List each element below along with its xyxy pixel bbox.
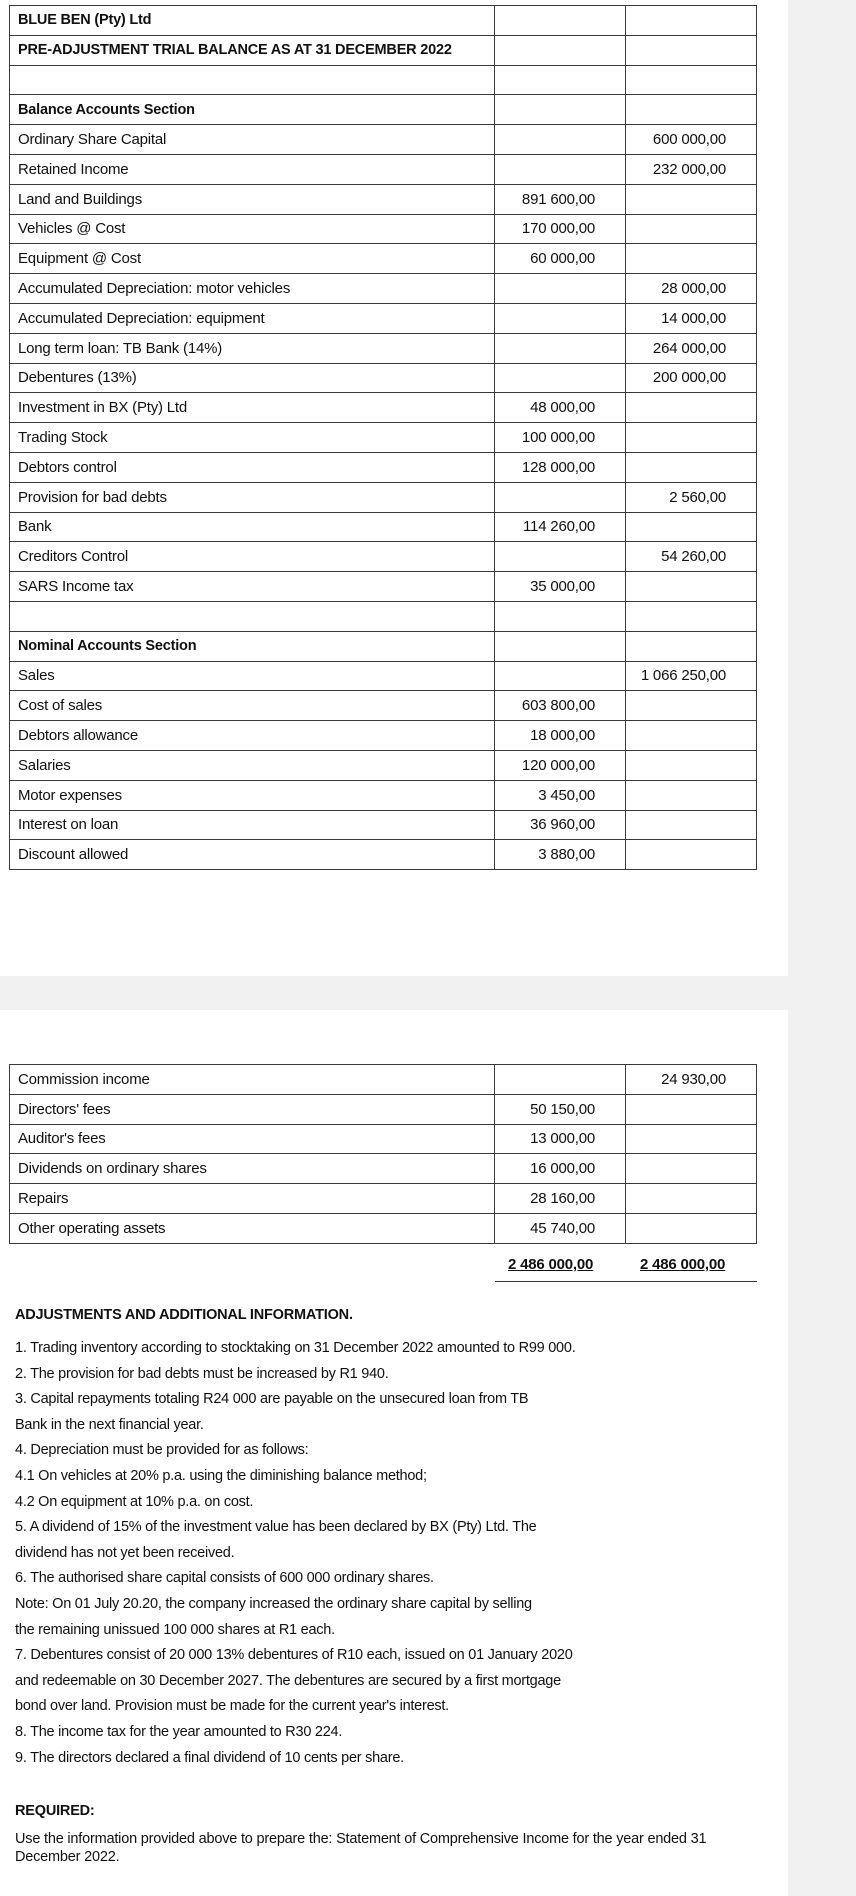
debit-cell <box>495 125 626 155</box>
table-row <box>10 274 757 304</box>
account-name-cell: Equipment @ Cost <box>10 244 495 274</box>
debit-cell: 16 000,00 <box>495 1154 626 1184</box>
adjustment-line: Bank in the next financial year. <box>15 1416 204 1433</box>
table-row <box>10 1124 757 1154</box>
adjustment-line: bond over land. Provision must be made for the current year's interest. <box>15 1698 449 1715</box>
debit-cell <box>495 6 626 36</box>
adjustment-line: 2. The provision for bad debts must be increased by R1 940. <box>15 1365 389 1382</box>
adjustments-heading: ADJUSTMENTS AND ADDITIONAL INFORMATION. <box>15 1307 353 1323</box>
credit-cell: 28 000,00 <box>626 274 757 304</box>
account-name-cell: Ordinary Share Capital <box>10 125 495 155</box>
debit-cell: 45 740,00 <box>495 1213 626 1243</box>
table-row <box>10 154 757 184</box>
table-row <box>10 244 757 274</box>
account-name-cell: Long term loan: TB Bank (14%) <box>10 333 495 363</box>
debit-cell: 3 880,00 <box>495 840 626 870</box>
table-row <box>10 1184 757 1214</box>
account-name-cell: Land and Buildings <box>10 184 495 214</box>
credit-cell: 600 000,00 <box>626 125 757 155</box>
credit-cell: 1 066 250,00 <box>626 661 757 691</box>
table-row <box>10 512 757 542</box>
account-name-cell: Bank <box>10 512 495 542</box>
debit-cell <box>495 363 626 393</box>
credit-cell <box>626 780 757 810</box>
debit-cell: 170 000,00 <box>495 214 626 244</box>
account-name-cell: Salaries <box>10 750 495 780</box>
credit-cell: 264 000,00 <box>626 333 757 363</box>
adjustment-line: Note: On 01 July 20.20, the company increased the ordinary share capital by selling <box>15 1595 532 1612</box>
total-debit: 2 486 000,00 <box>508 1256 594 1273</box>
required-heading: REQUIRED: <box>15 1803 95 1819</box>
adjustment-line: 9. The directors declared a final dividend of 10 cents per share. <box>15 1749 404 1766</box>
account-name-cell: Sales <box>10 661 495 691</box>
table-row <box>10 840 757 870</box>
table-row <box>10 363 757 393</box>
table-row <box>10 1065 757 1095</box>
credit-cell <box>626 35 757 65</box>
account-name-cell: Accumulated Depreciation: equipment <box>10 303 495 333</box>
credit-cell: 232 000,00 <box>626 154 757 184</box>
credit-cell: 24 930,00 <box>626 1065 757 1095</box>
adjustment-line: 4.1 On vehicles at 20% p.a. using the diminishing balance method; <box>15 1467 427 1484</box>
credit-cell: 2 560,00 <box>626 482 757 512</box>
account-name-cell: SARS Income tax <box>10 572 495 602</box>
account-name-cell: BLUE BEN (Pty) Ltd <box>10 6 495 36</box>
debit-cell <box>495 154 626 184</box>
account-name-cell <box>10 601 495 631</box>
adjustment-line: the remaining unissued 100 000 shares at R1 each. <box>15 1621 335 1638</box>
table-row <box>10 303 757 333</box>
table-row <box>10 125 757 155</box>
table-row <box>10 750 757 780</box>
trial-balance-table <box>9 5 757 870</box>
debit-cell: 120 000,00 <box>495 750 626 780</box>
debit-cell <box>495 303 626 333</box>
adjustment-line: 4.2 On equipment at 10% p.a. on cost. <box>15 1493 254 1510</box>
table-row <box>10 214 757 244</box>
credit-cell <box>626 840 757 870</box>
debit-cell: 28 160,00 <box>495 1184 626 1214</box>
table-row <box>10 1154 757 1184</box>
debit-cell <box>495 65 626 95</box>
account-name-cell: Dividends on ordinary shares <box>10 1154 495 1184</box>
table-row <box>10 6 757 36</box>
account-name-cell: Debentures (13%) <box>10 363 495 393</box>
credit-cell <box>626 1124 757 1154</box>
table-row <box>10 65 757 95</box>
debit-cell <box>495 482 626 512</box>
account-name-cell: Nominal Accounts Section <box>10 631 495 661</box>
table-row <box>10 184 757 214</box>
credit-cell <box>626 452 757 482</box>
account-name-cell: Balance Accounts Section <box>10 95 495 125</box>
debit-cell: 13 000,00 <box>495 1124 626 1154</box>
account-name-cell: Debtors control <box>10 452 495 482</box>
debit-cell: 114 260,00 <box>495 512 626 542</box>
debit-cell: 100 000,00 <box>495 423 626 453</box>
account-name-cell: Directors' fees <box>10 1094 495 1124</box>
debit-cell <box>495 35 626 65</box>
account-name-cell: Auditor's fees <box>10 1124 495 1154</box>
debit-cell <box>495 333 626 363</box>
table-row <box>10 333 757 363</box>
table-row <box>10 35 757 65</box>
account-name-cell: Cost of sales <box>10 691 495 721</box>
debit-cell: 18 000,00 <box>495 721 626 751</box>
total-credit-rule <box>626 1281 757 1282</box>
credit-cell <box>626 1184 757 1214</box>
debit-cell <box>495 631 626 661</box>
adjustment-line: dividend has not yet been received. <box>15 1544 235 1561</box>
account-name-cell: Debtors allowance <box>10 721 495 751</box>
table-row <box>10 542 757 572</box>
total-credit: 2 486 000,00 <box>640 1256 726 1273</box>
account-name-cell: Trading Stock <box>10 423 495 453</box>
credit-cell <box>626 810 757 840</box>
debit-cell <box>495 1065 626 1095</box>
account-name-cell: Creditors Control <box>10 542 495 572</box>
debit-cell: 35 000,00 <box>495 572 626 602</box>
credit-cell <box>626 393 757 423</box>
table-row <box>10 572 757 602</box>
adjustment-line: 8. The income tax for the year amounted to R30 224. <box>15 1723 343 1740</box>
adjustment-line: 6. The authorised share capital consists of 600 000 ordinary shares. <box>15 1570 434 1587</box>
debit-cell: 3 450,00 <box>495 780 626 810</box>
account-name-cell: Other operating assets <box>10 1213 495 1243</box>
credit-cell <box>626 631 757 661</box>
credit-cell <box>626 65 757 95</box>
adjustment-line: 4. Depreciation must be provided for as follows: <box>15 1442 309 1459</box>
document-page-1 <box>0 0 788 976</box>
table-row <box>10 1094 757 1124</box>
table-row <box>10 452 757 482</box>
account-name-cell: Provision for bad debts <box>10 482 495 512</box>
credit-cell <box>626 244 757 274</box>
credit-cell <box>626 691 757 721</box>
debit-cell <box>495 661 626 691</box>
credit-cell <box>626 1094 757 1124</box>
table-row <box>10 661 757 691</box>
credit-cell <box>626 214 757 244</box>
table-row <box>10 482 757 512</box>
credit-cell: 200 000,00 <box>626 363 757 393</box>
credit-cell <box>626 721 757 751</box>
required-text: Use the information provided above to prepare the: Statement of Comprehensive Income for the year ended 31 December 2022. <box>15 1831 707 1865</box>
table-row <box>10 631 757 661</box>
credit-cell <box>626 6 757 36</box>
debit-cell: 50 150,00 <box>495 1094 626 1124</box>
page-break-gap <box>0 940 788 976</box>
table-row <box>10 1213 757 1243</box>
credit-cell: 54 260,00 <box>626 542 757 572</box>
adjustment-line: 5. A dividend of 15% of the investment value has been declared by BX (Pty) Ltd. The <box>15 1519 537 1536</box>
account-name-cell: Vehicles @ Cost <box>10 214 495 244</box>
account-name-cell: Accumulated Depreciation: motor vehicles <box>10 274 495 304</box>
adjustment-line: and redeemable on 30 December 2027. The debentures are secured by a first mortgage <box>15 1672 561 1689</box>
adjustment-line: 7. Debentures consist of 20 000 13% debentures of R10 each, issued on 01 January 2020 <box>15 1647 573 1664</box>
table-row <box>10 393 757 423</box>
account-name-cell: Commission income <box>10 1065 495 1095</box>
debit-cell <box>495 95 626 125</box>
account-name-cell: Motor expenses <box>10 780 495 810</box>
table-row <box>10 780 757 810</box>
account-name-cell: Investment in BX (Pty) Ltd <box>10 393 495 423</box>
table-row <box>10 601 757 631</box>
debit-cell: 60 000,00 <box>495 244 626 274</box>
account-name-cell: Retained Income <box>10 154 495 184</box>
table-row <box>10 423 757 453</box>
account-name-cell: Repairs <box>10 1184 495 1214</box>
table-row <box>10 95 757 125</box>
total-debit-rule <box>495 1281 626 1282</box>
credit-cell <box>626 423 757 453</box>
credit-cell <box>626 184 757 214</box>
table-row <box>10 721 757 751</box>
account-name-cell: Discount allowed <box>10 840 495 870</box>
debit-cell: 891 600,00 <box>495 184 626 214</box>
account-name-cell: Interest on loan <box>10 810 495 840</box>
account-name-cell <box>10 65 495 95</box>
debit-cell <box>495 601 626 631</box>
credit-cell <box>626 601 757 631</box>
account-name-cell: PRE-ADJUSTMENT TRIAL BALANCE AS AT 31 DECEMBER 2022 <box>10 35 495 65</box>
credit-cell: 14 000,00 <box>626 303 757 333</box>
credit-cell <box>626 572 757 602</box>
debit-cell <box>495 274 626 304</box>
debit-cell: 36 960,00 <box>495 810 626 840</box>
adjustment-line: 3. Capital repayments totaling R24 000 are payable on the unsecured loan from TB <box>15 1391 529 1408</box>
adjustment-line: 1. Trading inventory according to stocktaking on 31 December 2022 amounted to R99 000. <box>15 1340 576 1356</box>
credit-cell <box>626 1154 757 1184</box>
credit-cell <box>626 1213 757 1243</box>
debit-cell: 48 000,00 <box>495 393 626 423</box>
table-row <box>10 691 757 721</box>
debit-cell <box>495 542 626 572</box>
credit-cell <box>626 750 757 780</box>
debit-cell: 128 000,00 <box>495 452 626 482</box>
credit-cell <box>626 95 757 125</box>
adjustments-list <box>15 1336 575 1771</box>
debit-cell: 603 800,00 <box>495 691 626 721</box>
trial-balance-table-continued <box>9 1064 757 1244</box>
table-row <box>10 810 757 840</box>
credit-cell <box>626 512 757 542</box>
